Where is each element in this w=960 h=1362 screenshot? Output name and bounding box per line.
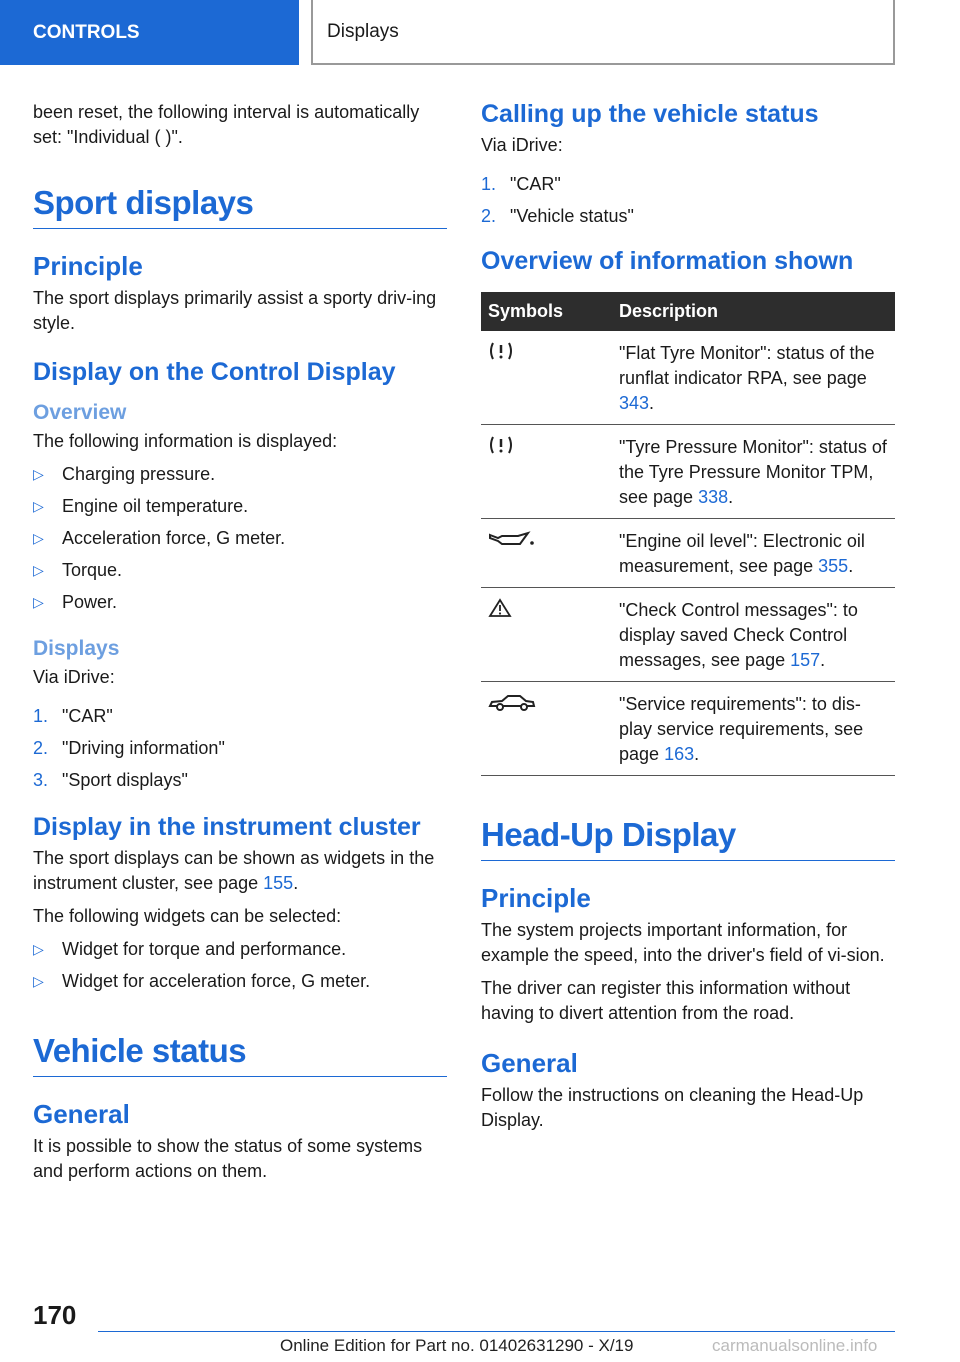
list-item: 2. "Vehicle status" [481, 206, 634, 226]
sport-displays-heading: Sport displays [33, 184, 447, 229]
cluster-text: The sport displays can be shown as widgets in the instrument cluster, see page 155. [33, 848, 435, 893]
page-link[interactable]: 338 [698, 487, 729, 507]
tyre-warning-icon [488, 341, 514, 361]
table-header-description: Description [612, 292, 895, 331]
widgets-text: The following widgets can be selected: [33, 906, 342, 926]
triangle-bullet-icon: ▷ [33, 498, 44, 514]
footer-divider [98, 1331, 895, 1332]
displays-steps [33, 704, 447, 793]
calling-via: Via iDrive: [481, 135, 563, 155]
triangle-bullet-icon: ▷ [33, 466, 44, 482]
table-header-symbols: Symbols [481, 292, 612, 331]
section-tab [0, 0, 299, 65]
table-row: "Flat Tyre Monitor": status of the runflat indicator RPA, see page 343. [481, 331, 895, 425]
displays-via: Via iDrive: [33, 667, 115, 687]
left-column [33, 100, 447, 1192]
warning-triangle-icon [488, 598, 512, 618]
list-item: 3. "Sport displays" [33, 770, 188, 790]
control-display-heading: Display on the Control Display [33, 358, 396, 386]
list-item: 1. "CAR" [33, 706, 113, 726]
principle-heading: Principle [33, 251, 143, 281]
list-item: ▷ Power. [33, 590, 447, 615]
widgets-list [33, 937, 447, 994]
triangle-bullet-icon: ▷ [33, 530, 44, 546]
hud-principle-text1: The system projects important information, for example the speed, into the driver's field of vi‐sion. [481, 920, 885, 965]
chapter-box [311, 0, 895, 65]
chapter-label: Displays [327, 20, 399, 42]
principle-text: The sport displays primarily assist a sporty driv‐ing style. [33, 288, 437, 333]
section-label: CONTROLS [33, 21, 140, 43]
list-item: ▷ Widget for torque and performance. [33, 937, 447, 962]
page-link[interactable]: 157 [790, 650, 821, 670]
calling-steps [481, 172, 895, 229]
list-item: 2. "Driving information" [33, 738, 225, 758]
car-icon [488, 692, 536, 712]
list-item: ▷ Charging pressure. [33, 462, 447, 487]
table-row: "Tyre Pressure Monitor": status of the Tyre Pressure Monitor TPM, see page 338. [481, 425, 895, 519]
calling-heading: Calling up the vehicle status [481, 100, 819, 128]
hud-heading: Head-Up Display [481, 816, 895, 861]
page-link[interactable]: 155 [263, 873, 294, 893]
right-column [481, 100, 895, 1141]
page-number: 170 [33, 1300, 77, 1330]
hud-general-text: Follow the instructions on cleaning the Head-Up Display. [481, 1085, 864, 1130]
list-item: ▷ Widget for acceleration force, G meter. [33, 969, 447, 994]
page-link[interactable]: 163 [664, 744, 695, 764]
oil-can-icon [488, 529, 536, 549]
hud-general-heading: General [481, 1048, 578, 1078]
list-item: ▷ Acceleration force, G meter. [33, 526, 447, 551]
table-row: "Engine oil level": Electronic oil measurement, see page 355. [481, 519, 895, 588]
page-link[interactable]: 343 [619, 393, 650, 413]
tyre-warning-icon [488, 435, 514, 455]
list-item: 1. "CAR" [481, 174, 561, 194]
table-row: "Check Control messages": to display saved Check Control messages, see page 157. [481, 588, 895, 682]
list-item: ▷ Engine oil temperature. [33, 494, 447, 519]
table-row: "Service requirements": to dis‐play service requirements, see page 163. [481, 682, 895, 776]
triangle-bullet-icon: ▷ [33, 973, 44, 989]
edition-text: Online Edition for Part no. 01402631290 - X/19 [280, 1336, 634, 1355]
symbols-table [481, 292, 895, 776]
triangle-bullet-icon: ▷ [33, 594, 44, 610]
general-text: It is possible to show the status of some systems and perform actions on them. [33, 1136, 423, 1181]
overview-heading: Overview [33, 401, 127, 424]
general-heading: General [33, 1099, 130, 1129]
page-link[interactable]: 355 [818, 556, 849, 576]
displays-heading: Displays [33, 637, 120, 660]
list-item: ▷ Torque. [33, 558, 447, 583]
vehicle-status-heading: Vehicle status [33, 1032, 447, 1077]
triangle-bullet-icon: ▷ [33, 562, 44, 578]
overview-info-heading: Overview of information shown [481, 247, 854, 275]
intro-text: been reset, the following interval is automatically set: "Individual ( )". [33, 102, 420, 147]
hud-principle-text2: The driver can register this information without having to divert attention from the road. [481, 978, 851, 1023]
cluster-heading: Display in the instrument cluster [33, 813, 421, 841]
watermark: carmanualsonline.info [712, 1336, 878, 1355]
triangle-bullet-icon: ▷ [33, 941, 44, 957]
overview-list [33, 462, 447, 615]
overview-text: The following information is displayed: [33, 431, 338, 451]
hud-principle-heading: Principle [481, 883, 591, 913]
